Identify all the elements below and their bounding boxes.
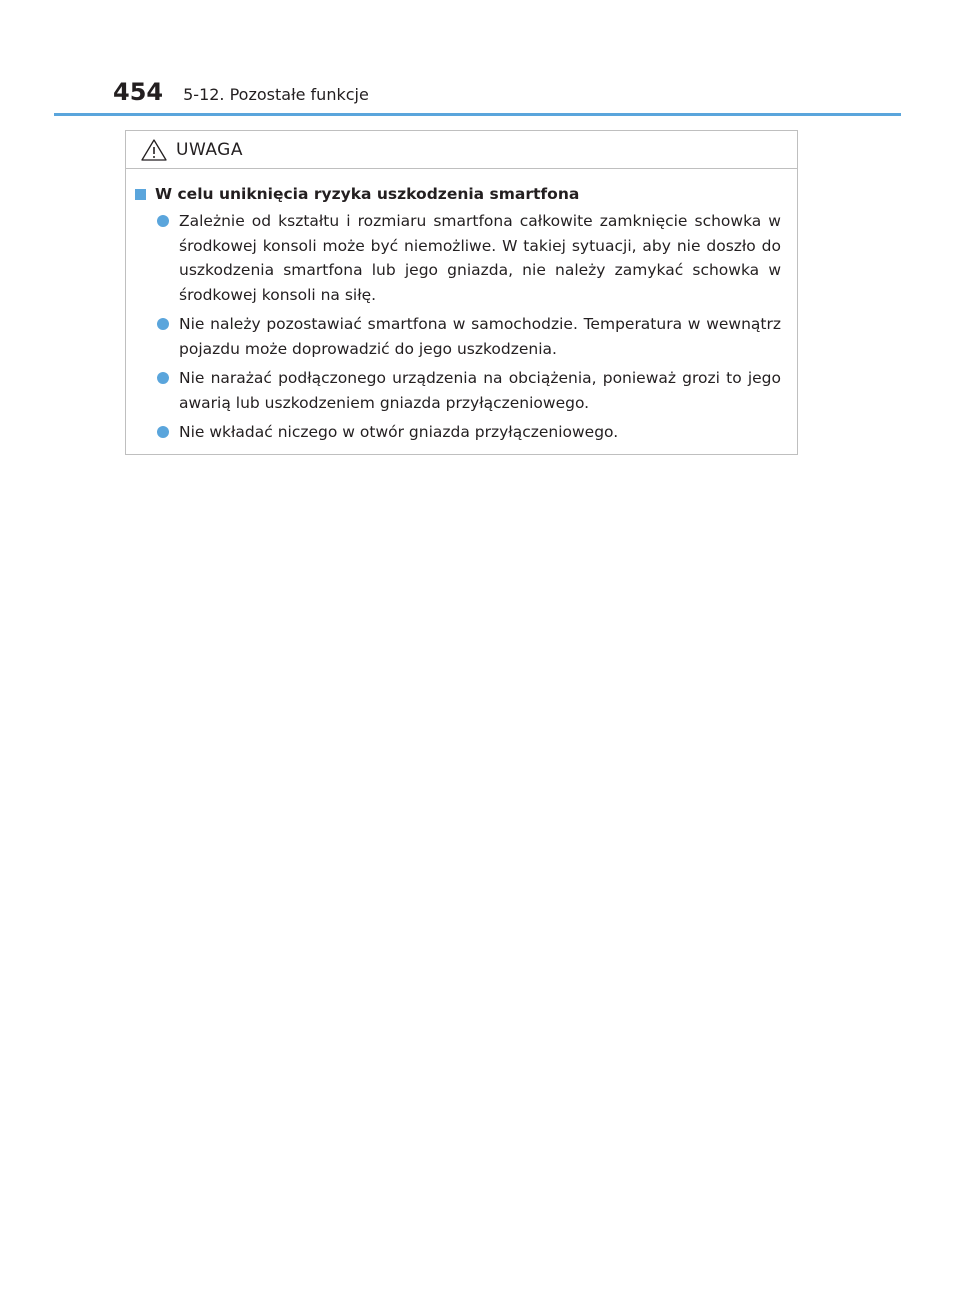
list-item-text: Nie wkładać niczego w otwór gniazda przyłączeniowego. — [179, 423, 619, 441]
page-number: 454 — [113, 78, 164, 106]
list-item — [154, 312, 781, 361]
list-item-text: Nie należy pozostawiać smartfona w samochodzie. Temperatura w wewnątrz pojazdu może doprowadzić do jego uszkodzenia. — [179, 315, 781, 358]
warning-list — [132, 209, 781, 445]
list-item — [154, 366, 781, 415]
square-bullet-icon — [135, 189, 146, 200]
header-divider — [54, 113, 901, 116]
warning-label: UWAGA — [176, 139, 243, 160]
warning-header — [126, 131, 797, 169]
section-title: 5-12. Pozostałe funkcje — [183, 85, 369, 104]
round-bullet-icon — [157, 215, 169, 227]
warning-heading — [132, 183, 781, 205]
list-item — [154, 209, 781, 307]
list-item — [154, 420, 781, 445]
list-item-text: Nie narażać podłączonego urządzenia na obciążenia, ponieważ grozi to jego awarią lub uszkodzeniem gniazda przyłączeniowego. — [179, 369, 781, 412]
warning-heading-text: W celu uniknięcia ryzyka uszkodzenia smartfona — [155, 185, 580, 203]
round-bullet-icon — [157, 426, 169, 438]
warning-body — [126, 169, 797, 445]
warning-triangle-icon — [140, 138, 168, 162]
warning-box — [125, 130, 798, 455]
list-item-text: Zależnie od kształtu i rozmiaru smartfona całkowite zamknięcie schowka w środkowej konsoli może być niemożliwe. W takiej sytuacji, aby nie doszło do uszkodzenia smartfona lub jego gniazda, nie należy zamykać schowka w środkowej konsoli na siłę. — [179, 212, 781, 304]
page-header — [113, 78, 369, 112]
round-bullet-icon — [157, 318, 169, 330]
round-bullet-icon — [157, 372, 169, 384]
